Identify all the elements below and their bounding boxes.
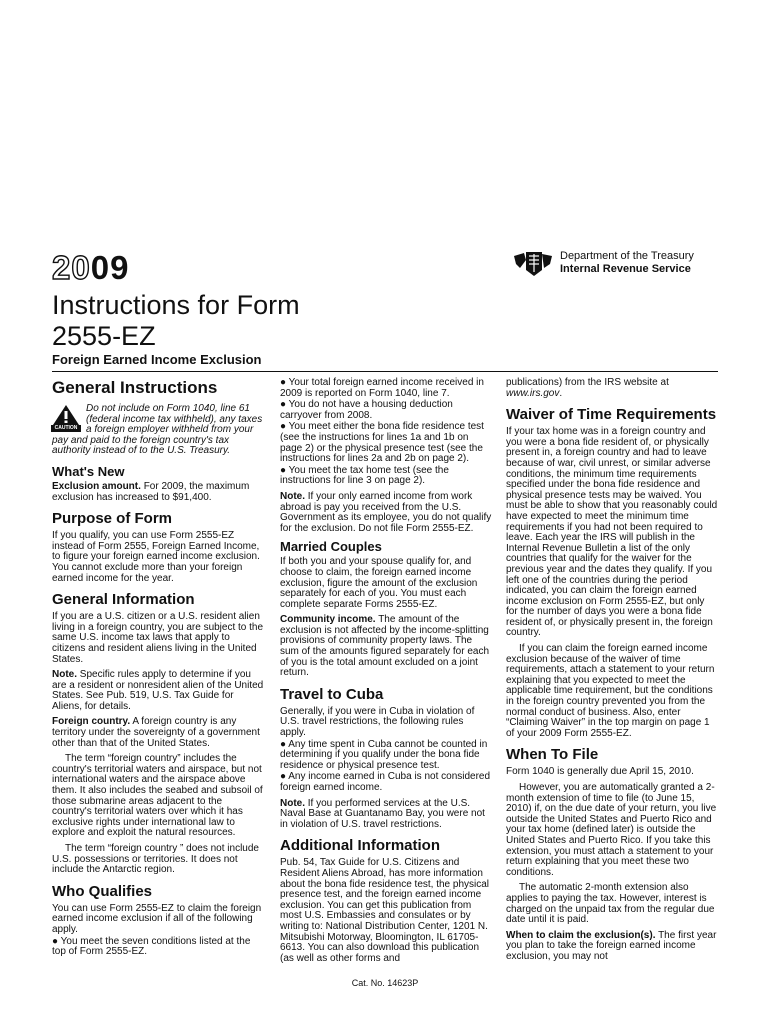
continued-text-start: publications) from the IRS website at (506, 377, 669, 388)
government-note-text: If your only earned income from work abroad is pay you received from the U.S. Government as its employee, you do not qualify for the exclusion. Do not file Form 2555-EZ. (280, 490, 492, 534)
term-paragraph-2: The term “foreign country ” does not include U.S. possessions or territories. It does not include the Antarctic region. (52, 843, 259, 876)
tax-year (52, 250, 129, 286)
continued-text-end: . (559, 387, 563, 399)
married-couples-text: If both you and your spouse qualify for, and choose to claim, the foreign earned income exclusion, figure the amount of the exclusion separately for each of you. You must each complete separate Forms 2555-EZ. (280, 556, 478, 610)
year-solid-digits: 09 (90, 249, 130, 286)
claim-exclusion-text: The first year you plan to take the foreign earned income exclusion, you may not (506, 929, 717, 962)
who-qualifies-bullet: ● You meet the seven conditions listed at the top of Form 2555-EZ. (52, 935, 251, 958)
claim-exclusion-paragraph (506, 931, 718, 963)
additional-information-heading: Additional Information (280, 837, 440, 855)
department-line: Department of the Treasury (560, 250, 694, 262)
agency-name (560, 250, 694, 276)
bullet-income-reported: ● Your total foreign earned income received in 2009 is reported on Form 1040, line 7. (280, 377, 484, 399)
cuba-bullet-time: ● Any time spent in Cuba cannot be counted in determining if you qualify under the bona fide residence or physical presence test. (280, 738, 488, 771)
exclusion-text: For 2009, the maximum exclusion has increased to $91,400. (52, 480, 250, 503)
married-couples-heading: Married Couples (280, 539, 382, 555)
title-line-2: 2555-EZ (52, 321, 156, 351)
irs-line: Internal Revenue Service (560, 263, 691, 275)
bullet-housing-carryover: ● You do not have a housing deduction carryover from 2008. (280, 399, 453, 421)
community-income-text: The amount of the exclusion is not affected by the income-splitting provisions of community property laws. The sum of the amounts figured separately for each of you is the total amount excluded on a joint return. (280, 614, 490, 679)
travel-to-cuba-heading: Travel to Cuba (280, 685, 384, 703)
note-label: Note. (280, 797, 305, 809)
cuba-text: Generally, if you were in Cuba in violation of U.S. travel restrictions, the following rules apply. (280, 705, 475, 739)
year-outline-digits: 20 (52, 249, 91, 286)
irs-eagle-logo (512, 250, 554, 280)
additional-information-text: Pub. 54, Tax Guide for U.S. Citizens and Resident Aliens Abroad, has more information about the bona fide residence test, the physical presence test, and the foreign earned income exclusion. You can get this publication from most U.S. Embassies and consulates or by writing to: National Distribution Center, 1201 N. Mitsubishi Motorway, Bloomington, IL 61705-6613. You can also download this publication (as well as other forms and (280, 857, 490, 964)
cuba-bullet-income: ● Any income earned in Cuba is not considered foreign earned income. (280, 771, 491, 793)
claim-exclusion-label: When to claim the exclusion(s). (506, 929, 656, 941)
whats-new-heading: What's New (52, 463, 125, 479)
payment-extension-text: The automatic 2-month extension also applies to paying the tax. However, interest is charged on the unpaid tax from the regular due date until it is paid. (506, 882, 715, 926)
waiver-text-2: If you can claim the foreign earned income exclusion because of the waiver of time requirements, attach a statement to your return explaining that you expected to meet the applicable time requirement, but the conditions in the foreign country prevented you from the normal conduct of business. Also, enter “Claiming Waiver” in the top margin on page 1 of your 2009 Form 2555-EZ. (506, 643, 715, 739)
irs-website-link[interactable]: www.irs.gov (506, 387, 560, 399)
bullet-residence-test: ● You meet either the bona fide residence test (see the instructions for lines 1a and 1b on page 2) or the physical presence test (see the instructions for lines 2a and 2b on page 2). (280, 421, 484, 465)
general-instructions-heading: General Instructions (52, 378, 218, 397)
when-to-file-text: Form 1040 is generally due April 15, 2010. (506, 766, 694, 778)
caution-box (52, 404, 264, 457)
note-paragraph (52, 670, 264, 712)
continued-text (506, 378, 718, 399)
column-1 (52, 378, 264, 963)
community-income-paragraph (280, 615, 492, 679)
foreign-country-paragraph (52, 717, 264, 749)
extension-text: However, you are automatically granted a 2-month extension of time to file (to June 15, 2010) if, on the due date of your return, you live outside the United States and Puerto Rico and your tax home (defined later) is outside the United States and Puerto Rico. If you take this extension, you must attach a statement to your return explaining that you meet these two conditions. (506, 782, 717, 878)
term-paragraph-1: The term “foreign country” includes the country's territorial waters and airspace, but not international waters and the airspace above them. It also includes the seabed and subsoil of those submarine areas adjacent to the country's territorial waters over which it has exclusive rights under international law to explore and exploit the natural resources. (52, 753, 263, 839)
note-label: Note. (52, 669, 77, 681)
column-3 (506, 378, 718, 968)
waiver-heading: Waiver of Time Requirements (506, 406, 717, 424)
bullet-tax-home-test: ● You meet the tax home test (see the instructions for line 3 on page 2). (280, 464, 449, 487)
header-divider (52, 371, 718, 372)
foreign-country-label: Foreign country. (52, 716, 131, 728)
foreign-country-text: A foreign country is any territory under the sovereignty of a government other than that of the United States. (52, 716, 260, 749)
note-text: Specific rules apply to determine if you are a resident or nonresident alien of the United States. See Pub. 519, U.S. Tax Guide for Aliens, for details. (52, 669, 264, 712)
general-information-heading: General Information (52, 591, 195, 609)
who-qualifies-text: You can use Form 2555-EZ to claim the foreign earned income exclusion if all of the following apply. (52, 902, 262, 935)
guantanamo-note-text: If you performed services at the U.S. Naval Base at Guantanamo Bay, you were not in violation of U.S. travel restrictions. (280, 797, 485, 830)
government-note-paragraph (280, 492, 492, 534)
caution-icon (52, 404, 80, 432)
note-label: Note. (280, 490, 305, 502)
exclusion-paragraph (52, 482, 264, 503)
purpose-heading: Purpose of Form (52, 510, 173, 528)
column-2 (280, 378, 492, 969)
catalog-number: Cat. No. 14623P (351, 978, 419, 988)
caution-text: Do not include on Form 1040, line 61 (federal income tax withheld), any taxes a foreign employer withheld from your pay and paid to the foreign country's tax authority instead of to the U.S. Treasury. (52, 403, 263, 457)
purpose-text: If you qualify, you can use Form 2555-EZ instead of Form 2555, Foreign Earned Income, to figure your foreign earned income exclusion. You cannot exclude more than your foreign earned income for the year. (52, 530, 260, 584)
exclusion-label: Exclusion amount. (52, 480, 141, 492)
page-subtitle: Foreign Earned Income Exclusion (52, 352, 262, 367)
caution-label: CAUTION (51, 425, 81, 432)
who-qualifies-heading: Who Qualifies (52, 882, 153, 900)
general-information-text: If you are a U.S. citizen or a U.S. resident alien living in a foreign country, you are subject to the same U.S. income tax laws that apply to citizens and resident aliens living in the United States. (52, 611, 264, 665)
when-to-file-heading: When To File (506, 746, 599, 764)
title-line-1: Instructions for Form (52, 290, 300, 320)
community-income-label: Community income. (280, 614, 376, 626)
waiver-text: If your tax home was in a foreign country and you were a bona fide resident of, or physically present in, a foreign country and had to leave because of war, civil unrest, or similar adverse conditions, the minimum time requirements specified under the bona fide residence and physical presence tests may be waived. You must be able to show that you reasonably could have expected to meet the minimum time requirements if you had not been required to leave. Each year the IRS will publish in the Internal Revenue Bulletin a list of the only countries that qualify for the waiver for the previous year and the dates they qualify. If you left one of the countries during the period indicated, you can claim the foreign earned income exclusion on Form 2555-EZ, but only for the number of days you were a bona fide resident of, or physically present in, the foreign country. (506, 426, 718, 639)
page-title (52, 290, 300, 352)
guantanamo-note-paragraph (280, 799, 492, 831)
